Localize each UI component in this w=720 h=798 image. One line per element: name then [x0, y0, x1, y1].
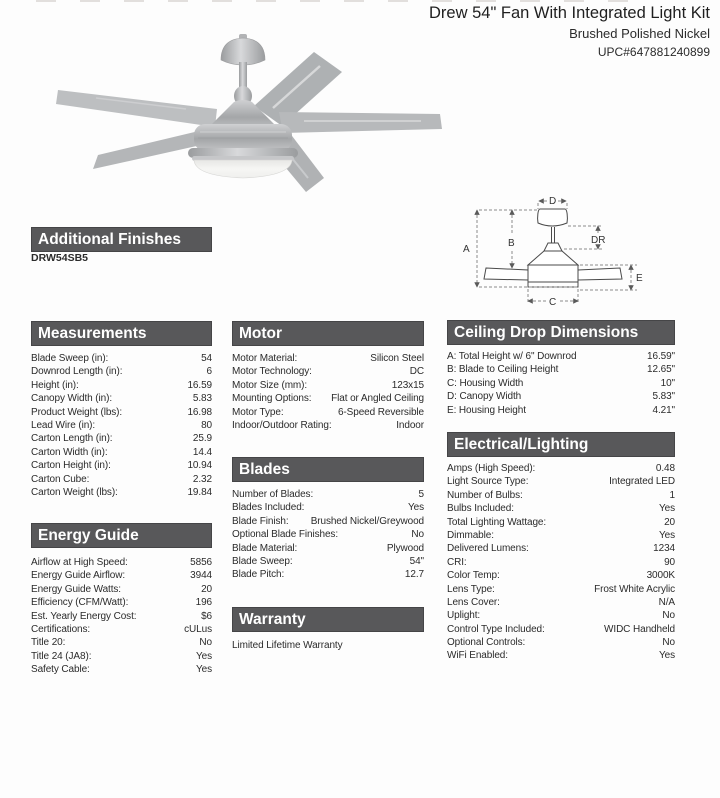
spec-value: Plywood — [386, 542, 424, 554]
spec-value: No — [199, 637, 212, 649]
spec-label: Motor Type: — [232, 406, 284, 418]
spec-value: 196 — [195, 597, 212, 609]
spec-row — [31, 446, 212, 459]
measurements-header: Measurements — [31, 321, 212, 346]
section-measurements — [31, 321, 212, 499]
section-blades — [232, 457, 424, 582]
spec-row — [447, 350, 675, 363]
spec-row — [232, 419, 424, 432]
electrical-header: Electrical/Lighting — [447, 432, 675, 457]
spec-label: CRI: — [447, 556, 467, 568]
spec-row — [447, 583, 675, 596]
spec-value: Yes — [195, 650, 212, 662]
spec-value: 20 — [664, 516, 675, 528]
energy-guide-rows — [31, 556, 212, 677]
motor-header: Motor — [232, 321, 424, 346]
spec-value: 16.98 — [187, 406, 212, 418]
fan-light-dome — [194, 160, 292, 178]
spec-label: Color Temp: — [447, 570, 500, 582]
spec-label: Control Type Included: — [447, 623, 545, 635]
sku-code: DRW54SB5 — [31, 252, 88, 264]
spec-row — [447, 569, 675, 582]
spec-label: Blade Finish: — [232, 515, 289, 527]
spec-row — [31, 459, 212, 472]
spec-value: 16.59" — [647, 351, 675, 362]
spec-label: Indoor/Outdoor Rating: — [232, 419, 332, 431]
spec-row — [232, 365, 424, 378]
section-energy-guide — [31, 523, 212, 677]
spec-label: Delivered Lumens: — [447, 543, 529, 555]
spec-label: Est. Yearly Energy Cost: — [31, 610, 137, 622]
spec-row — [31, 623, 212, 636]
spec-label: Lens Type: — [447, 583, 495, 595]
spec-row — [232, 352, 424, 365]
spec-value: 54" — [409, 555, 424, 567]
spec-label: Total Lighting Wattage: — [447, 516, 547, 528]
spec-row — [447, 489, 675, 502]
spec-row — [31, 650, 212, 663]
spec-row — [232, 542, 424, 555]
spec-row — [447, 462, 675, 475]
spec-row — [447, 556, 675, 569]
spec-value: 5.83 — [192, 393, 212, 405]
spec-row — [31, 636, 212, 649]
spec-value: No — [662, 610, 675, 622]
spec-label: Optional Controls: — [447, 637, 526, 649]
spec-row — [232, 555, 424, 568]
warranty-header: Warranty — [232, 607, 424, 632]
electrical-rows — [447, 462, 675, 663]
spec-label: Optional Blade Finishes: — [232, 529, 338, 541]
spec-label: Blade Sweep (in): — [31, 353, 109, 364]
spec-value: 2.32 — [192, 473, 212, 485]
warranty-text: Limited Lifetime Warranty — [232, 640, 343, 651]
spec-value: Integrated LED — [609, 476, 675, 488]
spec-value: DC — [409, 366, 424, 378]
page-title: Drew 54" Fan With Integrated Light Kit — [429, 4, 710, 22]
upc-code: UPC#647881240899 — [597, 44, 710, 59]
measurements-rows — [31, 352, 212, 499]
spec-row — [232, 392, 424, 405]
spec-label: Title 20: — [31, 637, 66, 649]
spec-value: 90 — [664, 556, 675, 568]
spec-value: No — [662, 637, 675, 649]
spec-label: Motor Technology: — [232, 366, 312, 378]
spec-value: 1234 — [653, 543, 675, 555]
spec-row — [31, 432, 212, 445]
spec-value: 6 — [206, 366, 212, 378]
spec-row — [232, 528, 424, 541]
spec-label: Dimmable: — [447, 529, 494, 541]
spec-row — [447, 596, 675, 609]
spec-value: 3000K — [646, 570, 675, 582]
spec-label: Bulbs Included: — [447, 503, 514, 515]
spec-row — [447, 529, 675, 542]
spec-value: Yes — [658, 529, 675, 541]
spec-row — [447, 502, 675, 515]
spec-value: 3944 — [190, 570, 212, 582]
spec-label: Efficiency (CFM/Watt): — [31, 597, 129, 609]
spec-row — [31, 473, 212, 486]
spec-label: Mounting Options: — [232, 393, 312, 405]
spec-label: Blade Pitch: — [232, 569, 285, 581]
spec-value: 12.65" — [647, 364, 675, 376]
diagram-fan-outline — [484, 209, 622, 287]
spec-value: Yes — [407, 502, 424, 514]
spec-row — [31, 406, 212, 419]
spec-value: 5.83" — [652, 391, 675, 403]
spec-row — [232, 515, 424, 528]
spec-value: 12.7 — [404, 569, 424, 581]
spec-label: Lens Cover: — [447, 596, 500, 608]
spec-value: Frost White Acrylic — [594, 583, 675, 595]
spec-value: 19.84 — [187, 486, 212, 498]
product-photo-fan — [36, 26, 466, 198]
spec-label: C: Housing Width — [447, 377, 524, 389]
spec-value: 123x15 — [391, 379, 424, 391]
spec-row — [31, 365, 212, 378]
spec-label: Blades Included: — [232, 502, 305, 514]
spec-value: N/A — [658, 596, 675, 608]
energy-guide-header: Energy Guide — [31, 523, 212, 548]
spec-value: Yes — [658, 503, 675, 515]
spec-row — [447, 516, 675, 529]
spec-row — [31, 556, 212, 569]
spec-row — [232, 406, 424, 419]
spec-value: No — [411, 529, 424, 541]
section-motor — [232, 321, 424, 432]
spec-value: 20 — [201, 583, 212, 595]
spec-label: Downrod Length (in): — [31, 366, 123, 378]
spec-value: 25.9 — [192, 433, 212, 445]
spec-label: Motor Size (mm): — [232, 379, 308, 391]
spec-label: Carton Cube: — [31, 473, 90, 485]
spec-label: Title 24 (JA8): — [31, 650, 92, 662]
spec-value: 0.48 — [655, 463, 675, 474]
spec-value: Indoor — [396, 419, 424, 431]
spec-value: cULus — [184, 623, 212, 635]
spec-value: 5 — [418, 489, 424, 500]
spec-row — [31, 379, 212, 392]
spec-value: 54 — [201, 353, 212, 364]
spec-row — [31, 392, 212, 405]
spec-row — [31, 663, 212, 676]
spec-row — [31, 352, 212, 365]
spec-value: $6 — [201, 610, 212, 622]
spec-label: Amps (High Speed): — [447, 463, 536, 474]
spec-row — [31, 583, 212, 596]
spec-row — [447, 390, 675, 403]
spec-label: D: Canopy Width — [447, 391, 522, 403]
spec-value: 10.94 — [187, 460, 212, 472]
finish-name: Brushed Polished Nickel — [569, 25, 710, 41]
spec-label: Canopy Width (in): — [31, 393, 113, 405]
spec-row — [232, 568, 424, 581]
spec-label: Blade Sweep: — [232, 555, 293, 567]
spec-label: Uplight: — [447, 610, 481, 622]
section-ceiling-drop — [447, 320, 675, 417]
ceiling-drop-header: Ceiling Drop Dimensions — [447, 320, 675, 345]
spec-label: Carton Width (in): — [31, 446, 108, 458]
spec-value: 4.21" — [652, 404, 675, 416]
spec-label: Lead Wire (in): — [31, 419, 96, 431]
spec-value: Silicon Steel — [370, 353, 424, 364]
dimension-diagram — [455, 183, 705, 315]
spec-value: 10" — [660, 377, 675, 389]
spec-label: Number of Blades: — [232, 489, 314, 500]
spec-value: Brushed Nickel/Greywood — [310, 515, 424, 527]
spec-label: Energy Guide Watts: — [31, 583, 121, 595]
section-electrical — [447, 432, 675, 663]
spec-value: WIDC Handheld — [604, 623, 675, 635]
spec-value: 5856 — [190, 557, 212, 568]
spec-row — [447, 363, 675, 376]
spec-row — [447, 542, 675, 555]
spec-label: B: Blade to Ceiling Height — [447, 364, 559, 376]
spec-value: Yes — [658, 650, 675, 662]
spec-label: Safety Cable: — [31, 664, 90, 676]
spec-row — [31, 596, 212, 609]
spec-label: Height (in): — [31, 379, 79, 391]
spec-row — [447, 649, 675, 662]
additional-finishes-header: Additional Finishes — [31, 227, 212, 252]
blades-header: Blades — [232, 457, 424, 482]
spec-label: Blade Material: — [232, 542, 298, 554]
spec-row — [447, 377, 675, 390]
spec-row — [447, 623, 675, 636]
spec-label: Certifications: — [31, 623, 91, 635]
spec-label: Carton Height (in): — [31, 460, 111, 472]
spec-value: 1 — [669, 489, 675, 501]
spec-value: 16.59 — [187, 379, 212, 391]
spec-label: Carton Weight (lbs): — [31, 486, 118, 498]
label-b: B — [508, 238, 515, 249]
section-additional-finishes — [31, 227, 212, 252]
label-dr: DR — [591, 235, 606, 246]
spec-value: Flat or Angled Ceiling — [331, 393, 424, 405]
label-a: A — [463, 244, 470, 255]
spec-row — [447, 404, 675, 417]
spec-label: A: Total Height w/ 6" Downrod — [447, 351, 577, 362]
spec-row — [31, 486, 212, 499]
label-c: C — [549, 297, 557, 308]
spec-label: WiFi Enabled: — [447, 650, 508, 662]
spec-row — [447, 475, 675, 488]
cropped-top-artifact — [36, 0, 646, 2]
motor-rows — [232, 352, 424, 432]
spec-label: Energy Guide Airflow: — [31, 570, 126, 582]
spec-label: Number of Bulbs: — [447, 489, 523, 501]
spec-row — [232, 501, 424, 514]
spec-value: 14.4 — [192, 446, 212, 458]
spec-row — [31, 569, 212, 582]
spec-row — [447, 609, 675, 622]
label-d: D — [549, 196, 557, 207]
spec-row — [447, 636, 675, 649]
spec-label: Light Source Type: — [447, 476, 529, 488]
spec-row — [31, 419, 212, 432]
section-warranty — [232, 607, 424, 651]
title-block — [429, 3, 710, 60]
spec-row — [232, 488, 424, 501]
spec-label: Carton Length (in): — [31, 433, 113, 445]
spec-label: Motor Material: — [232, 353, 298, 364]
spec-value: 6-Speed Reversible — [337, 406, 424, 418]
blades-rows — [232, 488, 424, 582]
spec-row — [232, 379, 424, 392]
spec-label: Airflow at High Speed: — [31, 557, 128, 568]
ceiling-drop-rows — [447, 350, 675, 417]
spec-value: Yes — [195, 664, 212, 676]
spec-value: 80 — [201, 419, 212, 431]
spec-label: Product Weight (lbs): — [31, 406, 123, 418]
spec-row — [31, 610, 212, 623]
spec-label: E: Housing Height — [447, 404, 526, 416]
label-e: E — [636, 273, 643, 284]
